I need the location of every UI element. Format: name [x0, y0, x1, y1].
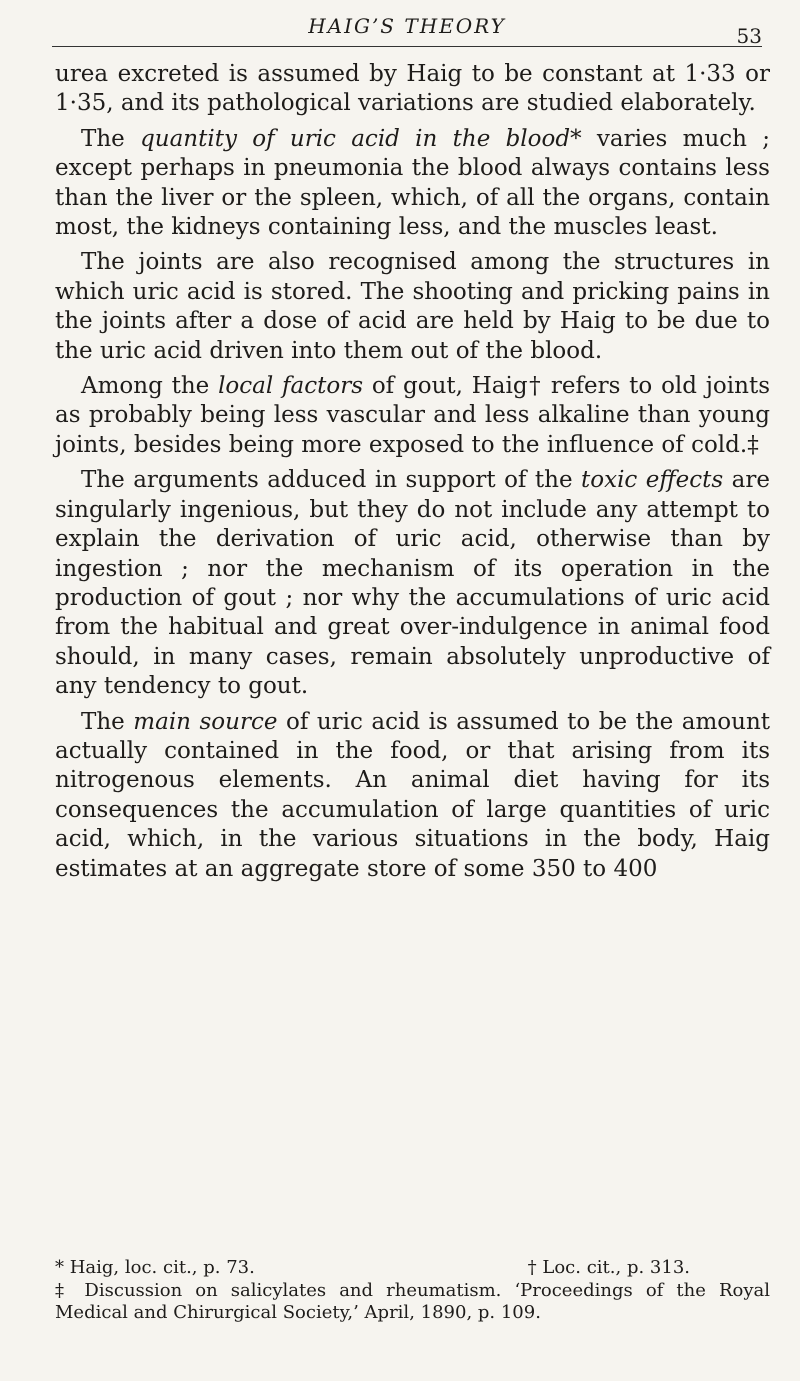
italic-phrase: local factors	[218, 373, 364, 400]
footnote-3: ‡ Discussion on salicylates and rheumatism. ‘Proceedings of the Royal Medical and Chirurgical Society,’ April, 1890, p. 109.	[55, 1279, 770, 1323]
paragraph	[55, 60, 770, 119]
page-header	[52, 4, 762, 47]
footnote-2: † Loc. cit., p. 313.	[527, 1257, 690, 1278]
text-run: * varies much ; except perhaps in pneumonia the blood always contains less than the liver or the spleen, which, of all the organs, contain most, the kidneys containing less, and the muscles least.	[55, 125, 770, 241]
footnote-1: * Haig, loc. cit., p. 73.	[55, 1257, 255, 1278]
paragraph	[55, 466, 770, 701]
italic-phrase: main source	[133, 708, 278, 735]
body-text	[55, 60, 770, 890]
footnotes	[55, 1257, 770, 1325]
text-run: urea excreted is assumed by Haig to be constant at 1·33 or 1·35, and its pathological variations are studied elaborately.	[55, 61, 770, 117]
italic-phrase: quantity of uric acid in the blood	[140, 125, 571, 152]
page-number: 53	[736, 24, 762, 48]
text-run: The	[81, 708, 134, 735]
running-title: HAIG’S THEORY	[308, 14, 506, 38]
text-run: The	[81, 125, 141, 152]
paragraph	[55, 248, 770, 366]
italic-phrase: toxic effects	[581, 467, 724, 494]
text-run: The joints are also recognised among the structures in which uric acid is stored. The shooting and pricking pains in the joints after a dose of acid are held by Haig to be due to the uric acid driven into them out of the blood.	[55, 249, 770, 364]
text-run: of uric acid is assumed to be the amount actually contained in the food, or that arising from its nitrogenous elements. An animal diet having for its consequences the accumulation of large quantities of uric acid, which, in the various situations in the body, Haig estimates at an aggregate store of some 350 to 400	[55, 708, 771, 882]
text-run: of gout, Haig† refers to old joints as probably being less vascular and less alkaline than young joints, besides being more exposed to the influence of cold.‡	[55, 373, 770, 458]
text-run: The arguments adduced in support of the	[81, 467, 582, 494]
paragraph	[55, 125, 770, 243]
paragraph	[55, 708, 770, 884]
text-run: Among the	[81, 373, 219, 400]
text-run: are singularly ingenious, but they do not include any attempt to explain the derivation of uric acid, otherwise than by ingestion ; nor the mechanism of its operation in the production of gout ; nor why the accumulations of uric acid from the habitual and great over-indulgence in animal food should, in many cases, remain absolutely unproductive of any tendency to gout.	[55, 467, 770, 700]
paragraph	[55, 372, 770, 460]
